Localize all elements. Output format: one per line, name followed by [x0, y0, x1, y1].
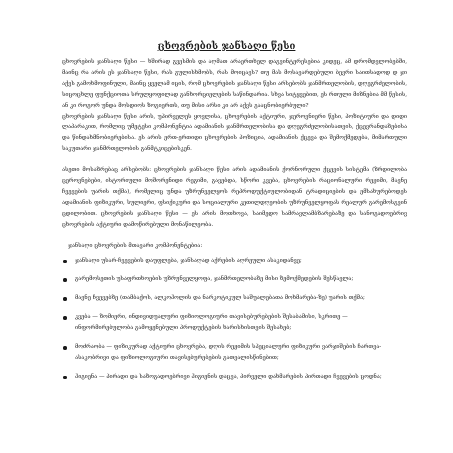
list-intro: ჯანსაღი ცხოვრების მთავარი კომპონენტებია:	[68, 242, 203, 249]
paragraph-definition: ცხოვრების ჯანსაღი წესი არის, უპირველეს ყოვლისა, ცხოვრების აქტიური, ჯეროვნიერი წესი, პოზიტიური და დიდი ლაპარაკით, რომლიც უმეტესი კომპონენტია ადამიანის ჯანმრთელობისა და დღეგრძელობისათვის, ქცევრანდაზებისა და წინდახმნობიერებისა. ეს არის ერთ-ერთიდი ცხოვრების პოზიცია, ადამიანის ქცევა და შემოქმედება, მიმართული საკუთარი ჯანმრთელობის განმტკიცებისკენ.	[62, 113, 407, 153]
document-body	[62, 57, 407, 391]
paragraph-opinion: ასეთი მოსაზრებაც არსებობს: ცხოვრების ჯანსაღი წესი არის ადამიანის ქორნორული ქცევის სისტემა (ზრდილობა ცეროვნებები, ისტორიული მოშორენიდი რეგიმი, გავებდა, სწორი კვება, ცხოვრების რაციონალური რეჟიმი, მავნე ჩვევების უარის თქმა), რომელიც უნდა უზრუნველყოს რეპროდუქტიულობიდან ტრადიციების და ემსახურებოდეს ადამიანის ფიზიკური, სულიერი, ფსიქიკური და სოციალური კეთილდღეობის უზრუნველყოფას რეალურ გარემოსგვინ ცდილობით. ცხოვრების ჯანსაღი წესი — ეს არის მოთხოვა, საიმედო სამრავლამბზარებაზე და სანოგადოებრივ ცხოვრების აქტიური დამოწირებული მონაწილეობა.	[62, 167, 407, 228]
list-item: კვება — ზომიერი, ინდივიდუალური ფიზიოლოგიური თავისებურებების შესაბამისი, სკრითე — ინფორმირებულობა გამოყენებული პროდუქტების ხარისხისთვის შესახებ;	[62, 312, 407, 334]
list-item: მავნე ჩვევებზე (თამბაქოს, ალკოჰოლის და ნარკოტიკულ საშუალებათა მოხმარება-ზე) უარის თქმა;	[62, 293, 407, 304]
paragraph-gap	[62, 155, 407, 165]
paragraph-intro: ცხოვრების ჯანსაღი წესი — ხშირად გვესმის და აღმათ არაერთხელ დაგვინტერესებია კიდეც, ამ დრომდვლობებში, მაინც რა არის ეს ჯანსაღი წესი, რას გულისხმობს, რას მოიცავს? თუ მას მოსავარდებული ბევრი საითსადოდ დ ჯი აქვს გამოხმოფინული, მაინც ყველამ იცის, რომ ცხოვრების ჯანსაღი წესი არსებობს ჯანმრთელობის, დღეგრძელობის, სიცოცხლე ფუნქციოთა სრულყოფილად განხორციელების საწინდარია. სხვა სიტყვებით, ეს რთული მიზნებია მმ წესის, ან კი როგორ უნდა მოსდიოს ზოგიერთს, თუ მისი არსი კი არ აქვს გააცნობიერბული?	[62, 59, 407, 109]
components-list	[62, 256, 407, 383]
document-title: ცხოვრების ჯანსაღი წესი	[157, 41, 296, 52]
list-item: გარემოსეთის უსაფრთხოების უზრუნველყოფა, ჯანმრთელობაზე მისი ზემოქმედების შესწავლა;	[62, 274, 407, 285]
list-item: ჰიგიენა — პირადი და საზოგადოებრივი ჰიგიენის დაცვა, პირველი დახმარების პირთადი ჩვევების ცოდნა;	[62, 372, 407, 383]
list-item: მოძრაობა — ფიზიკურად აქტიური ცხოვრება, დღის რეჟიმის სპეციალური ფიზიკური ვარჯიშების ჩართვა-ასაკობრივი და ფიზიოლოგიური თავისებურებების გათვალისწინებით;	[62, 342, 407, 364]
paragraph-gap	[62, 231, 407, 241]
list-item: ჯანსაღი უსარ-ჩვევების დაუფლება, ჯანსაღად აქრების აღრეული ასაკიდანვე;	[62, 256, 407, 267]
